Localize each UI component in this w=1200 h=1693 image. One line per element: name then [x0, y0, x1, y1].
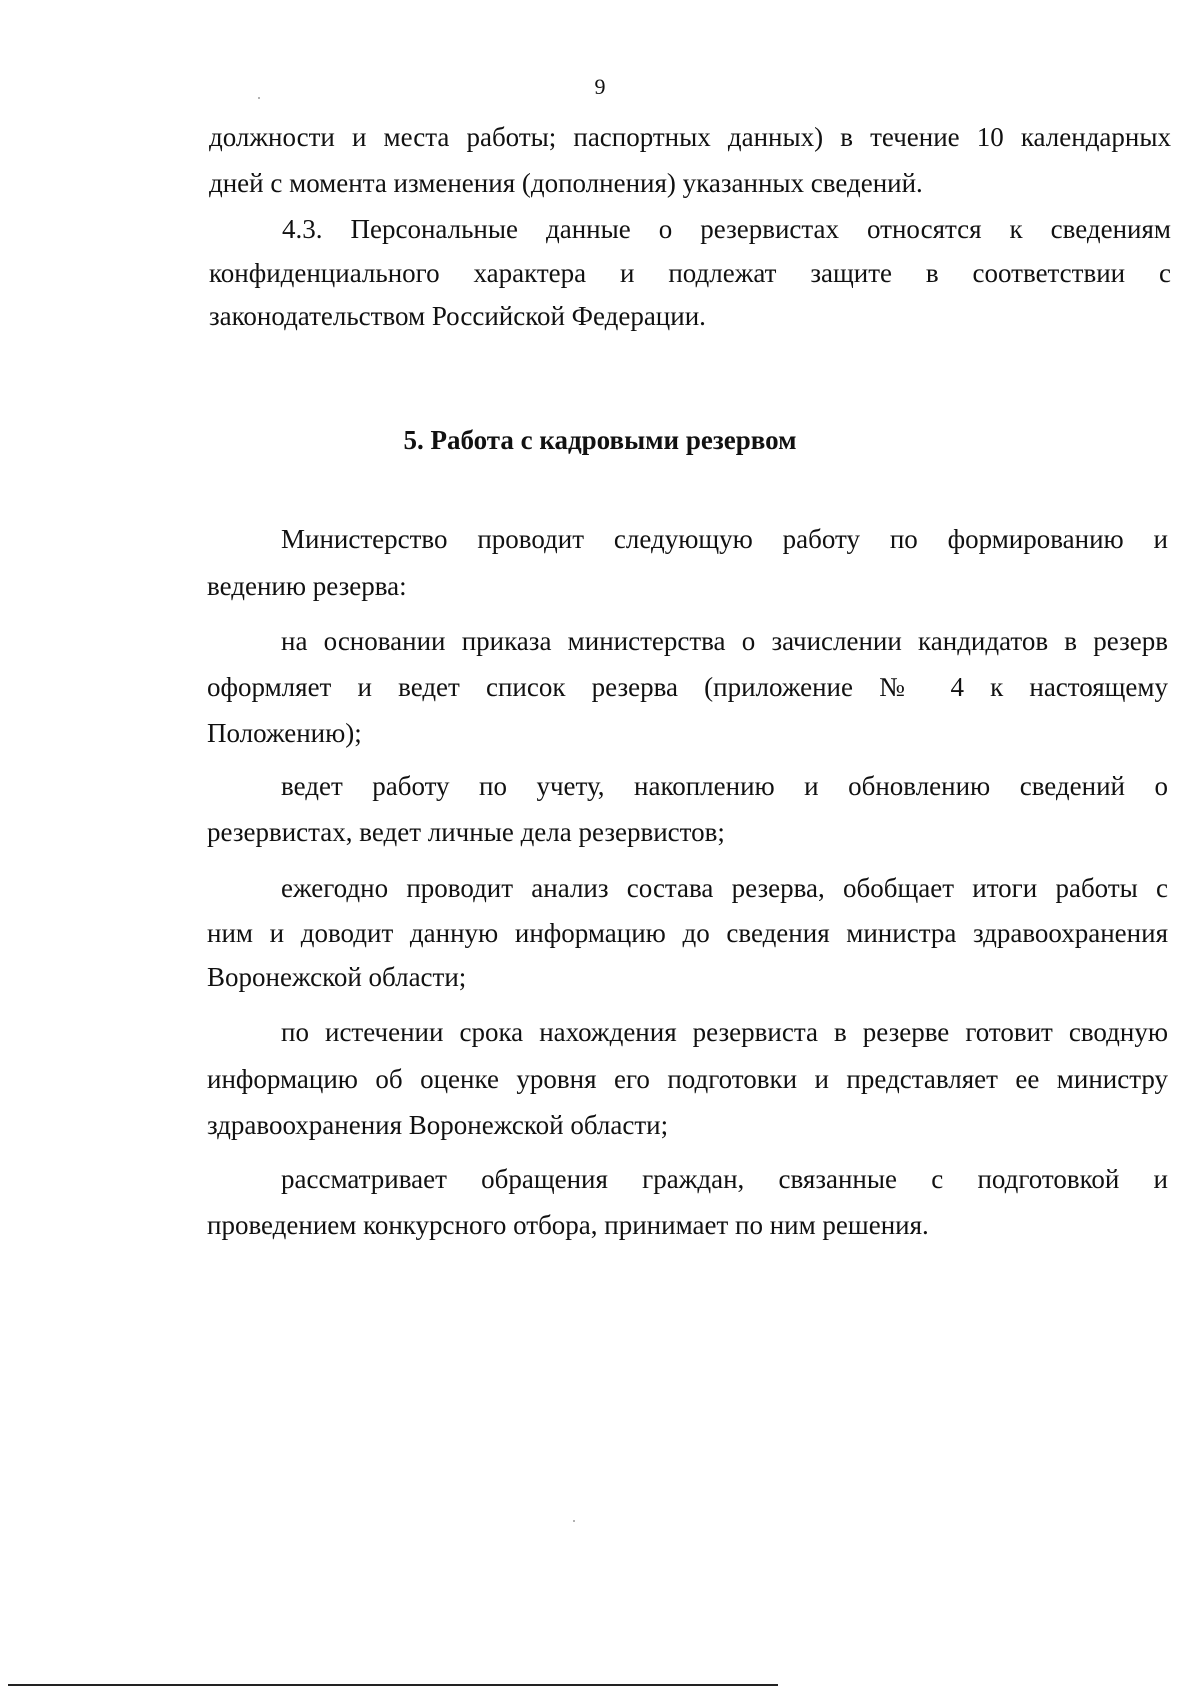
paragraph-line: дней с момента изменения (дополнения) указанных сведений.	[209, 168, 923, 198]
scan-speck	[573, 1520, 575, 1522]
list-item-line: на основании приказа министерства о зачислении кандидатов в резерв	[281, 626, 1168, 656]
list-item-line: ним и доводит данную информацию до сведения министра здравоохранения	[207, 918, 1168, 948]
list-item-line: Положению);	[207, 718, 362, 748]
list-item-line: по истечении срока нахождения резервиста в резерве готовит сводную	[281, 1017, 1168, 1047]
list-item-line: ведет работу по учету, накоплению и обновлению сведений о	[281, 771, 1168, 801]
paragraph-line: должности и места работы; паспортных данных) в течение 10 календарных	[209, 122, 1171, 152]
list-item-line: резервистах, ведет личные дела резервистов;	[207, 817, 725, 847]
list-item-line: здравоохранения Воронежской области;	[207, 1110, 669, 1140]
list-item-line: информацию об оценке уровня его подготовки и представляет ее министру	[207, 1064, 1168, 1094]
scan-speck	[258, 97, 260, 99]
bottom-rule	[8, 1684, 778, 1686]
paragraph-line: ведению резерва:	[207, 571, 407, 601]
list-item-line: оформляет и ведет список резерва (приложение № 4 к настоящему	[207, 672, 1168, 702]
paragraph-line: конфиденциального характера и подлежат защите в соответствии с	[209, 258, 1171, 288]
page-number: 9	[594, 74, 606, 99]
list-item-line: рассматривает обращения граждан, связанные с подготовкой и	[281, 1164, 1168, 1194]
list-item-line: проведением конкурсного отбора, принимает по ним решения.	[207, 1210, 929, 1240]
list-item-line: ежегодно проводит анализ состава резерва, обобщает итоги работы с	[281, 873, 1168, 903]
list-item-line: Воронежской области;	[207, 962, 467, 992]
paragraph-line: Министерство проводит следующую работу по формированию и	[281, 524, 1168, 554]
paragraph-line: законодательством Российской Федерации.	[209, 301, 706, 331]
section-heading: 5. Работа с кадровыми резервом	[403, 425, 797, 455]
paragraph-line: 4.3. Персональные данные о резервистах относятся к сведениям	[282, 214, 1171, 244]
